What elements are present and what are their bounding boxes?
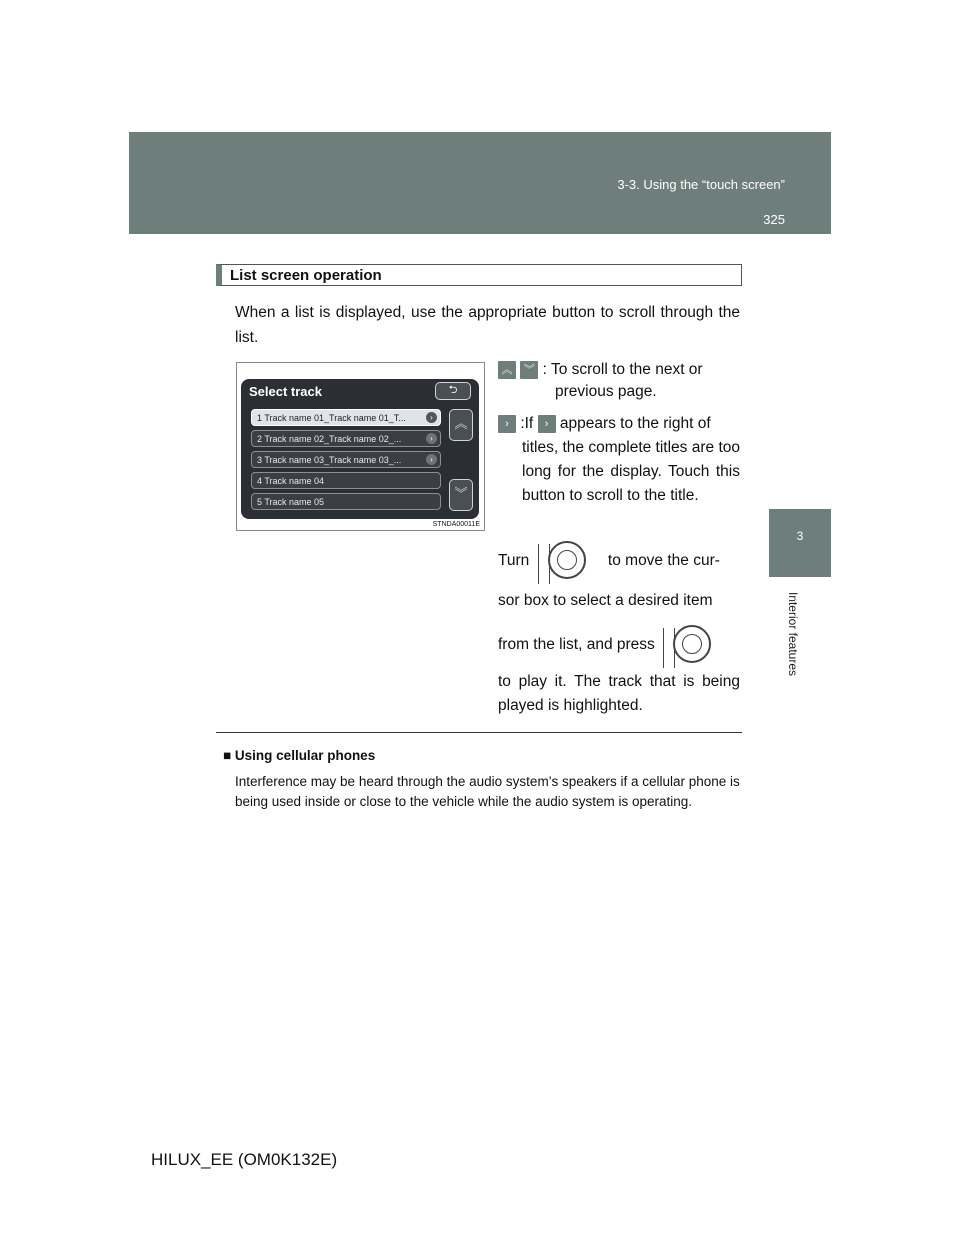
title-scroll-description [498, 412, 740, 436]
title-prefix: :If [520, 415, 534, 432]
title-text-rest: titles, the complete titles are too long for the display. Touch this button to scroll to the title. [522, 439, 740, 504]
tune-knob-icon [659, 620, 715, 670]
page-up-icon: ︽ [498, 361, 516, 379]
screen-figure [236, 362, 485, 531]
note-heading [223, 748, 375, 763]
track-row[interactable] [251, 493, 441, 510]
scroll-title-icon: › [538, 415, 556, 433]
turn-part4: from the list, and press [498, 636, 655, 654]
section-heading: List screen operation [216, 264, 742, 286]
chapter-tab [769, 509, 831, 577]
scroll-text-line2: previous page. [555, 383, 657, 400]
title-scroll-description-cont [522, 436, 740, 508]
intro-paragraph: When a list is displayed, use the appropriate button to scroll through the list. [235, 304, 740, 346]
scroll-page-description [498, 358, 740, 382]
tune-knob-icon [534, 536, 590, 586]
figure-code: STNDA00011E [432, 521, 480, 528]
chapter-label [783, 582, 803, 692]
track-label: 1 Track name 01_Track name 01_T... [257, 413, 406, 423]
turn-line-2 [498, 589, 740, 613]
scroll-title-icon[interactable]: › [426, 433, 437, 444]
scroll-title-icon[interactable]: › [426, 454, 437, 465]
touch-screen-display [241, 379, 479, 519]
track-row[interactable] [251, 472, 441, 489]
scroll-prefix: : [542, 361, 547, 378]
section-title: 3-3. Using the “touch screen” [617, 177, 785, 192]
document-code: HILUX_EE (OM0K132E) [151, 1150, 338, 1169]
chapter-label-text: Interior features [786, 591, 800, 677]
page-up-button[interactable]: ︽ [449, 409, 473, 441]
turn-part1: Turn [498, 552, 530, 570]
track-row[interactable] [251, 451, 441, 468]
scroll-title-icon[interactable]: › [426, 412, 437, 423]
turn-part5: to play it. The track that is being played is highlighted. [498, 673, 740, 714]
header-band [129, 132, 831, 234]
square-bullet-icon: ■ [223, 748, 232, 763]
page-number: 325 [763, 212, 785, 227]
turn-line-3 [498, 620, 740, 670]
section-divider [216, 732, 742, 733]
track-label: 2 Track name 02_Track name 02_... [257, 434, 402, 444]
scroll-page-description-cont [555, 380, 740, 404]
note-body: Interference may be heard through the audio system’s speakers if a cellular phone is being used inside or close to the vehicle while the audio system is operating. [235, 774, 740, 809]
scroll-text-line1: To scroll to the next or [550, 361, 703, 378]
chapter-number: 3 [796, 529, 804, 543]
back-button[interactable]: ⮌ [435, 382, 471, 400]
turn-line-1 [498, 536, 740, 586]
turn-part2: to move the cur- [607, 552, 720, 570]
title-text-after: appears to the right of [559, 415, 711, 432]
page-down-icon: ︾ [520, 361, 538, 379]
scroll-title-icon: › [498, 415, 516, 433]
turn-part3: sor box to select a desired item [498, 592, 713, 609]
screen-title: Select track [249, 384, 322, 399]
turn-line-4 [498, 670, 740, 718]
track-label: 3 Track name 03_Track name 03_... [257, 455, 402, 465]
track-row[interactable] [251, 409, 441, 426]
note-title: Using cellular phones [234, 748, 376, 763]
track-row[interactable] [251, 430, 441, 447]
track-label: 4 Track name 04 [257, 476, 325, 486]
track-label: 5 Track name 05 [257, 497, 325, 507]
page-down-button[interactable]: ︾ [449, 479, 473, 511]
